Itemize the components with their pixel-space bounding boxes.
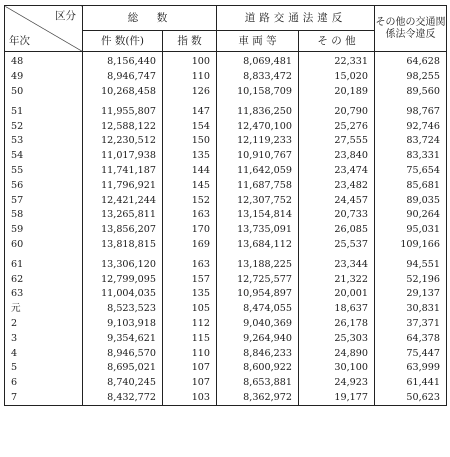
- table-row: [5, 287, 447, 302]
- table-row: [5, 134, 447, 149]
- table-cell-vehicle: 8,653,881: [217, 376, 299, 391]
- table-row: [5, 331, 447, 346]
- table-cell-other-laws: 98,255: [375, 70, 447, 85]
- table-row: [5, 223, 447, 238]
- table-cell-index: 100: [163, 52, 217, 70]
- table-row: [5, 252, 447, 272]
- table-cell-other-laws: 64,378: [375, 331, 447, 346]
- table-cell-year: 53: [5, 134, 83, 149]
- header-diagonal-cell: [5, 6, 83, 52]
- table-cell-year: 50: [5, 85, 83, 100]
- table-cell-year: 62: [5, 272, 83, 287]
- table-cell-other-laws: 98,767: [375, 99, 447, 119]
- table-cell-other-laws: 85,681: [375, 178, 447, 193]
- table-cell-vehicle: 11,687,758: [217, 178, 299, 193]
- table-cell-year: 4: [5, 346, 83, 361]
- table-cell-count: 8,523,523: [83, 302, 163, 317]
- table-cell-road-other: 20,001: [299, 287, 375, 302]
- table-row: [5, 302, 447, 317]
- table-cell-vehicle: 8,600,922: [217, 361, 299, 376]
- table-cell-count: 12,421,244: [83, 193, 163, 208]
- table-cell-index: 145: [163, 178, 217, 193]
- table-cell-index: 110: [163, 346, 217, 361]
- header-total: 総 数: [83, 6, 217, 31]
- table-cell-other-laws: 37,371: [375, 317, 447, 332]
- table-row: [5, 85, 447, 100]
- table-cell-index: 157: [163, 272, 217, 287]
- table-cell-other-laws: 83,331: [375, 149, 447, 164]
- table-cell-road-other: 25,537: [299, 238, 375, 253]
- table-cell-count: 13,856,207: [83, 223, 163, 238]
- table-cell-index: 169: [163, 238, 217, 253]
- table-cell-index: 147: [163, 99, 217, 119]
- table-cell-vehicle: 10,158,709: [217, 85, 299, 100]
- table-cell-count: 8,695,021: [83, 361, 163, 376]
- table-cell-road-other: 24,923: [299, 376, 375, 391]
- table-cell-road-other: 22,331: [299, 52, 375, 70]
- table-cell-road-other: 23,482: [299, 178, 375, 193]
- table-cell-year: 61: [5, 252, 83, 272]
- table-body: [5, 52, 447, 406]
- table-cell-other-laws: 50,623: [375, 391, 447, 406]
- table-cell-count: 9,354,621: [83, 331, 163, 346]
- table-cell-year: 7: [5, 391, 83, 406]
- table-cell-count: 11,796,921: [83, 178, 163, 193]
- table-cell-road-other: 15,020: [299, 70, 375, 85]
- table-cell-road-other: 21,322: [299, 272, 375, 287]
- table-cell-year: 49: [5, 70, 83, 85]
- table-cell-other-laws: 52,196: [375, 272, 447, 287]
- table-cell-road-other: 23,474: [299, 164, 375, 179]
- table-cell-other-laws: 109,166: [375, 238, 447, 253]
- table-cell-count: 10,268,458: [83, 85, 163, 100]
- table-cell-index: 103: [163, 391, 217, 406]
- table-row: [5, 317, 447, 332]
- table-cell-index: 144: [163, 164, 217, 179]
- table-cell-vehicle: 10,910,767: [217, 149, 299, 164]
- table-cell-vehicle: 8,474,055: [217, 302, 299, 317]
- table-cell-vehicle: 8,069,481: [217, 52, 299, 70]
- table-cell-road-other: 27,555: [299, 134, 375, 149]
- header-road-other: そ の 他: [299, 31, 375, 52]
- table-cell-other-laws: 64,628: [375, 52, 447, 70]
- table-cell-count: 13,265,811: [83, 208, 163, 223]
- table-cell-index: 135: [163, 287, 217, 302]
- table-cell-count: 11,017,938: [83, 149, 163, 164]
- table-row: [5, 193, 447, 208]
- table-cell-count: 8,432,772: [83, 391, 163, 406]
- table-cell-count: 8,946,570: [83, 346, 163, 361]
- table-cell-vehicle: 13,684,112: [217, 238, 299, 253]
- table-cell-vehicle: 8,846,233: [217, 346, 299, 361]
- table-cell-road-other: 20,733: [299, 208, 375, 223]
- table-header: [5, 6, 447, 52]
- table-cell-index: 154: [163, 119, 217, 134]
- table-cell-index: 112: [163, 317, 217, 332]
- table-cell-index: 163: [163, 252, 217, 272]
- table-cell-count: 12,799,095: [83, 272, 163, 287]
- table-row: [5, 361, 447, 376]
- table-cell-index: 135: [163, 149, 217, 164]
- table-cell-index: 107: [163, 361, 217, 376]
- table-cell-road-other: 30,100: [299, 361, 375, 376]
- table-cell-other-laws: 94,551: [375, 252, 447, 272]
- table-cell-year: 元: [5, 302, 83, 317]
- table-cell-year: 58: [5, 208, 83, 223]
- traffic-violations-table: [4, 5, 447, 406]
- table-cell-other-laws: 90,264: [375, 208, 447, 223]
- table-cell-vehicle: 13,154,814: [217, 208, 299, 223]
- table-cell-count: 13,818,815: [83, 238, 163, 253]
- table-row: [5, 178, 447, 193]
- table-cell-road-other: 26,178: [299, 317, 375, 332]
- header-index: 指 数: [163, 31, 217, 52]
- table-row: [5, 99, 447, 119]
- table-cell-vehicle: 9,264,940: [217, 331, 299, 346]
- table-cell-count: 11,004,035: [83, 287, 163, 302]
- table-cell-road-other: 24,457: [299, 193, 375, 208]
- table-row: [5, 52, 447, 70]
- table-cell-other-laws: 75,654: [375, 164, 447, 179]
- table-cell-vehicle: 11,836,250: [217, 99, 299, 119]
- table-row: [5, 391, 447, 406]
- table-cell-road-other: 20,189: [299, 85, 375, 100]
- table-cell-road-other: 18,637: [299, 302, 375, 317]
- table-cell-year: 55: [5, 164, 83, 179]
- table-row: [5, 272, 447, 287]
- table-cell-count: 8,740,245: [83, 376, 163, 391]
- table-cell-count: 11,955,807: [83, 99, 163, 119]
- table-cell-index: 163: [163, 208, 217, 223]
- table-cell-count: 8,156,440: [83, 52, 163, 70]
- table-row: [5, 164, 447, 179]
- table-cell-year: 54: [5, 149, 83, 164]
- table-cell-road-other: 25,276: [299, 119, 375, 134]
- table-cell-count: 12,588,122: [83, 119, 163, 134]
- header-year-label: 年次: [9, 35, 30, 47]
- table-cell-index: 152: [163, 193, 217, 208]
- table-cell-road-other: 19,177: [299, 391, 375, 406]
- table-cell-year: 56: [5, 178, 83, 193]
- table-cell-other-laws: 29,137: [375, 287, 447, 302]
- table-cell-other-laws: 61,441: [375, 376, 447, 391]
- table-cell-other-laws: 89,035: [375, 193, 447, 208]
- table-cell-year: 59: [5, 223, 83, 238]
- table-cell-index: 126: [163, 85, 217, 100]
- table-cell-year: 60: [5, 238, 83, 253]
- table-cell-vehicle: 12,307,752: [217, 193, 299, 208]
- table-cell-index: 150: [163, 134, 217, 149]
- table-cell-vehicle: 10,954,897: [217, 287, 299, 302]
- table-cell-count: 13,306,120: [83, 252, 163, 272]
- table-cell-vehicle: 13,735,091: [217, 223, 299, 238]
- table-cell-other-laws: 63,999: [375, 361, 447, 376]
- header-other-traffic-laws: その他の交通関係法令違反: [375, 6, 447, 52]
- table-cell-count: 11,741,187: [83, 164, 163, 179]
- table-cell-road-other: 23,344: [299, 252, 375, 272]
- table-cell-road-other: 20,790: [299, 99, 375, 119]
- table-cell-road-other: 26,085: [299, 223, 375, 238]
- table-cell-vehicle: 9,040,369: [217, 317, 299, 332]
- table-cell-count: 8,946,747: [83, 70, 163, 85]
- table-cell-count: 9,103,918: [83, 317, 163, 332]
- table-cell-other-laws: 92,746: [375, 119, 447, 134]
- table-row: [5, 119, 447, 134]
- table-cell-vehicle: 11,642,059: [217, 164, 299, 179]
- table-cell-year: 52: [5, 119, 83, 134]
- table-cell-other-laws: 30,831: [375, 302, 447, 317]
- table-cell-vehicle: 12,725,577: [217, 272, 299, 287]
- table-cell-year: 63: [5, 287, 83, 302]
- table-cell-index: 170: [163, 223, 217, 238]
- table-cell-year: 5: [5, 361, 83, 376]
- table-cell-year: 57: [5, 193, 83, 208]
- table-cell-year: 6: [5, 376, 83, 391]
- table-cell-index: 107: [163, 376, 217, 391]
- table-cell-count: 12,230,512: [83, 134, 163, 149]
- table-cell-vehicle: 8,362,972: [217, 391, 299, 406]
- table-cell-index: 115: [163, 331, 217, 346]
- header-category-label: 区分: [55, 10, 76, 22]
- table-row: [5, 208, 447, 223]
- table-cell-vehicle: 8,833,472: [217, 70, 299, 85]
- table-cell-road-other: 24,890: [299, 346, 375, 361]
- table-cell-road-other: 25,303: [299, 331, 375, 346]
- table-cell-vehicle: 12,119,233: [217, 134, 299, 149]
- table-row: [5, 149, 447, 164]
- table-cell-road-other: 23,840: [299, 149, 375, 164]
- table-cell-year: 3: [5, 331, 83, 346]
- table-cell-other-laws: 95,031: [375, 223, 447, 238]
- table-cell-year: 48: [5, 52, 83, 70]
- table-row: [5, 346, 447, 361]
- table-row: [5, 238, 447, 253]
- table-cell-other-laws: 75,447: [375, 346, 447, 361]
- table-row: [5, 70, 447, 85]
- table-cell-index: 105: [163, 302, 217, 317]
- table-cell-vehicle: 12,470,100: [217, 119, 299, 134]
- table-cell-other-laws: 83,724: [375, 134, 447, 149]
- table-cell-other-laws: 89,560: [375, 85, 447, 100]
- table-cell-year: 51: [5, 99, 83, 119]
- table-cell-index: 110: [163, 70, 217, 85]
- header-vehicle: 車 両 等: [217, 31, 299, 52]
- header-road-traffic-law: 道路交通法違反: [217, 6, 375, 31]
- table-row: [5, 376, 447, 391]
- table-cell-year: 2: [5, 317, 83, 332]
- table-cell-vehicle: 13,188,225: [217, 252, 299, 272]
- header-count: 件 数(件): [83, 31, 163, 52]
